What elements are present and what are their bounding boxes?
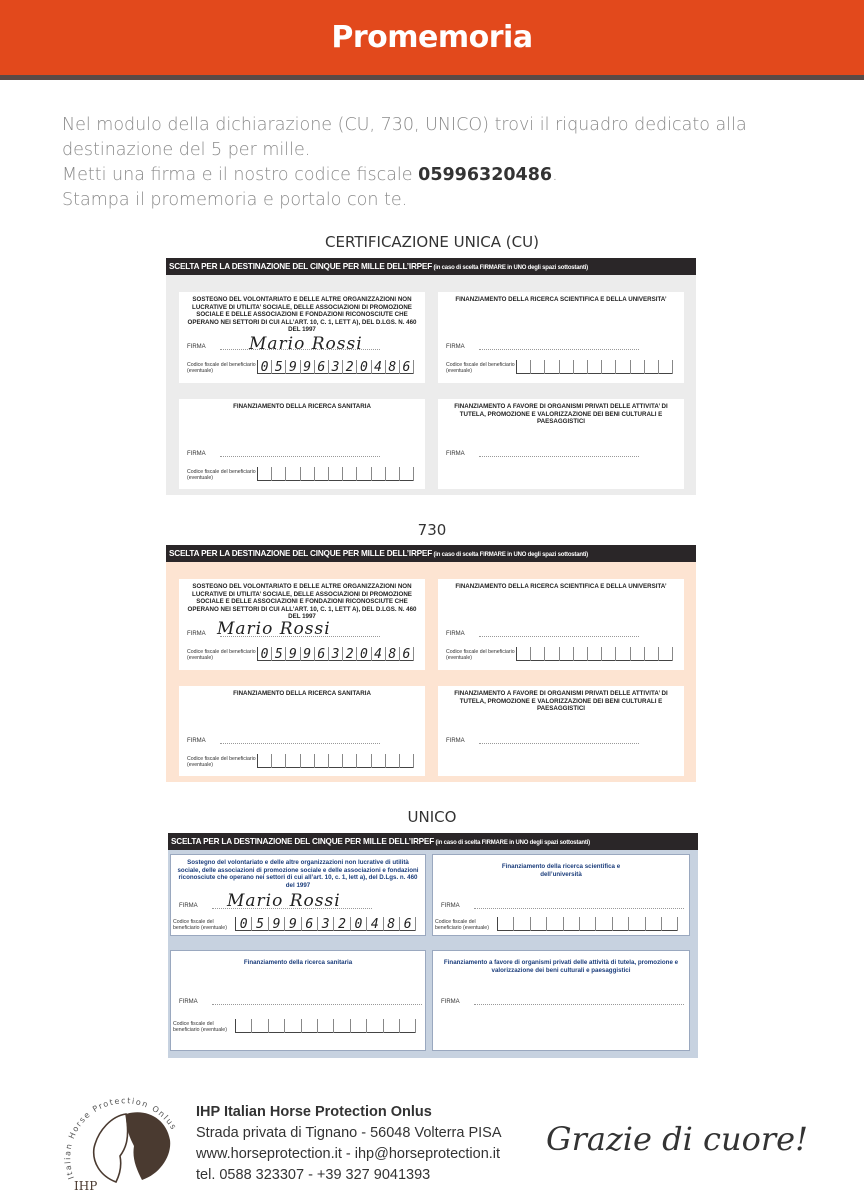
form-unico	[168, 833, 698, 1058]
cf-digit: 5	[256, 917, 264, 932]
cf-cell[interactable]	[315, 647, 329, 661]
cf-cell[interactable]	[372, 467, 386, 481]
box-beni-culturali	[438, 399, 684, 489]
cf-cell[interactable]	[329, 360, 343, 374]
cf-cell[interactable]	[564, 917, 580, 931]
firma-line[interactable]	[479, 349, 639, 350]
page-title: Promemoria	[331, 20, 533, 55]
cf-digit: 4	[370, 917, 379, 932]
org-address: Strada privata di Tignano - 56048 Volterra PISA	[196, 1125, 502, 1141]
form-body	[168, 850, 698, 1058]
cf-cell[interactable]	[659, 360, 673, 374]
cf-digit: 0	[260, 647, 269, 662]
cf-row	[187, 754, 414, 768]
firma-label: FIRMA	[179, 903, 198, 909]
thanks-text: Grazie di cuore!	[546, 1120, 808, 1158]
cf-cells[interactable]	[497, 917, 678, 931]
box-ricerca-scientifica	[432, 854, 690, 936]
cf-cell[interactable]	[329, 467, 343, 481]
cf-row	[187, 360, 414, 374]
section-title-cu: CERTIFICAZIONE UNICA (CU)	[325, 233, 539, 251]
cf-cell[interactable]	[531, 360, 545, 374]
cf-digit: 0	[260, 360, 269, 375]
cf-digit: 3	[331, 647, 340, 662]
cf-cell[interactable]	[343, 647, 357, 661]
box-beni-culturali	[438, 686, 684, 776]
cf-label: Codice fiscale del beneficiario (eventuale)	[435, 919, 489, 931]
cf-cell[interactable]	[357, 647, 371, 661]
cf-label: Codice fiscale del beneficiario (eventuale)	[173, 1021, 227, 1033]
intro-line-3: Stampa il promemoria e portalo con te.	[62, 190, 408, 210]
cf-digit: 9	[288, 917, 297, 932]
cf-cell[interactable]	[351, 1019, 367, 1033]
cf-cell[interactable]	[514, 917, 530, 931]
box-title: FINANZIAMENTO DELLA RICERCA SANITARIA	[233, 690, 371, 697]
firma-label: FIRMA	[187, 451, 206, 457]
cf-cell[interactable]	[531, 647, 545, 661]
cf-digit: 9	[303, 647, 312, 662]
cf-digit: 2	[338, 917, 346, 932]
box-title: Sostegno del volontariato e delle altre organizzazioni non lucrative di utilità sociale, delle associazioni di promozione sociale e delle associazioni e fondazioni riconosciute che operano nei settori di cui all’art. 10, c. 1, lett a), del D.Lgs. n. 460 del 1997	[177, 859, 419, 889]
box-ricerca-sanitaria	[170, 950, 426, 1051]
cf-cell[interactable]	[517, 360, 531, 374]
cf-cell[interactable]	[613, 917, 629, 931]
form-header-note: (in caso di scelta FIRMARE in UNO degli spazi sottostanti)	[434, 840, 590, 846]
box-beni-culturali	[432, 950, 690, 1051]
horse-light-icon	[94, 1114, 128, 1182]
cf-row	[187, 467, 414, 481]
form-header-bar	[166, 545, 696, 562]
cf-label: Codice fiscale del beneficiario (eventuale)	[187, 756, 256, 768]
cf-digit: 6	[402, 360, 411, 375]
cf-cell[interactable]	[343, 467, 357, 481]
cf-cell[interactable]	[285, 917, 301, 931]
section-title-unico: UNICO	[407, 808, 457, 826]
cf-cell[interactable]	[384, 917, 400, 931]
cf-cell[interactable]	[560, 647, 574, 661]
firma-label: FIRMA	[187, 631, 206, 637]
signature: Mario Rossi	[249, 334, 363, 354]
cf-cell[interactable]	[531, 917, 547, 931]
cf-cell[interactable]	[318, 1019, 334, 1033]
cf-digit: 3	[321, 917, 330, 932]
cf-cell[interactable]	[258, 467, 272, 481]
cf-cell[interactable]	[400, 754, 414, 768]
cf-cell[interactable]	[315, 754, 329, 768]
box-title: Finanziamento a favore di organismi privati delle attività di tutela, promozione e valorizzazione dei beni culturali e paesaggistici	[443, 959, 679, 974]
cf-row	[187, 647, 414, 661]
cf-row	[173, 1019, 416, 1033]
firma-label: FIRMA	[446, 738, 465, 744]
cf-label: Codice fiscale del beneficiario (eventuale)	[187, 469, 256, 481]
cf-digit: 3	[331, 360, 340, 375]
cf-digit: 0	[354, 917, 363, 932]
cf-cell[interactable]	[662, 917, 678, 931]
cf-cell[interactable]	[258, 360, 272, 374]
cf-cell[interactable]	[372, 754, 386, 768]
cf-cell[interactable]	[372, 647, 386, 661]
cf-cell[interactable]	[334, 917, 350, 931]
cf-cell[interactable]	[302, 917, 318, 931]
cf-cell[interactable]	[269, 1019, 285, 1033]
cf-cell[interactable]	[252, 1019, 268, 1033]
firma-label: FIRMA	[187, 738, 206, 744]
cf-cell[interactable]	[269, 917, 285, 931]
cf-digit: 6	[305, 917, 314, 932]
cf-digit: 5	[274, 360, 283, 375]
cf-cell[interactable]	[400, 917, 416, 931]
form-body	[166, 275, 696, 495]
box-ricerca-scientifica	[438, 292, 684, 383]
cf-digit: 9	[272, 917, 281, 932]
cf-cell[interactable]	[574, 647, 588, 661]
ihp-logo	[60, 1078, 190, 1192]
form-body	[166, 562, 696, 782]
cf-cell[interactable]	[400, 647, 414, 661]
firma-label: FIRMA	[187, 344, 206, 350]
cf-cell[interactable]	[286, 647, 300, 661]
cf-cell[interactable]	[286, 467, 300, 481]
firma-row	[441, 999, 684, 1005]
box-title: FINANZIAMENTO DELLA RICERCA SCIENTIFICA E DELLA UNIVERSITA’	[455, 583, 667, 590]
box-title: SOSTEGNO DEL VOLONTARIATO E DELLE ALTRE ORGANIZZAZIONI NON LUCRATIVE DI UTILITA’ SOCIALE, DELLE ASSOCIAZIONI DI PROMOZIONE SOCIALE E DELLE ASSOCIAZIONI E FONDAZIONI RICONOSCIUTE CHE OPERANO NEI SETTORI DI CUI ALL’ART. 10, C. 1, LETT A), DEL D.LGS. N. 460 DEL 1997	[187, 296, 417, 334]
cf-cell[interactable]	[400, 360, 414, 374]
form-header-main: SCELTA PER LA DESTINAZIONE DEL CINQUE PER MILLE DELL’IRPEF	[171, 837, 434, 846]
box-title: FINANZIAMENTO A FAVORE DI ORGANISMI PRIVATI DELLE ATTIVITA’ DI TUTELA, PROMOZIONE E VALORIZZAZIONE DEI BENI CULTURALI E PAESAGGISTICI	[454, 690, 668, 713]
cf-cell[interactable]	[547, 917, 563, 931]
cf-cell[interactable]	[596, 917, 612, 931]
box-title: FINANZIAMENTO DELLA RICERCA SANITARIA	[233, 403, 371, 410]
firma-row	[187, 738, 380, 744]
org-name: IHP Italian Horse Protection Onlus	[196, 1104, 432, 1120]
cf-cell[interactable]	[574, 360, 588, 374]
cf-cell[interactable]	[400, 1019, 416, 1033]
cf-cell[interactable]	[602, 647, 616, 661]
cf-cell[interactable]	[272, 360, 286, 374]
intro-line-2	[62, 163, 822, 188]
cf-digit: 5	[274, 647, 283, 662]
org-phone: tel. 0588 323307 - +39 327 9041393	[196, 1167, 431, 1183]
cf-cell[interactable]	[272, 647, 286, 661]
cf-cells[interactable]	[516, 360, 673, 374]
cf-row	[435, 917, 678, 931]
cf-cells[interactable]	[257, 467, 414, 481]
cf-cell[interactable]	[301, 754, 315, 768]
cf-cells[interactable]	[257, 754, 414, 768]
firma-line[interactable]	[474, 908, 684, 909]
form-header-note: (in caso di scelta FIRMARE in UNO degli spazi sottostanti)	[432, 265, 588, 271]
cf-cell[interactable]	[301, 467, 315, 481]
box-volontariato	[179, 292, 425, 383]
cf-cell[interactable]	[357, 360, 371, 374]
form-730	[166, 545, 696, 782]
cf-cell[interactable]	[560, 360, 574, 374]
cf-cell[interactable]	[302, 1019, 318, 1033]
cf-cell[interactable]	[252, 917, 268, 931]
form-cu	[166, 258, 696, 495]
intro-line-1: Nel modulo della dichiarazione (CU, 730, UNICO) trovi il riquadro dedicato alla destinazione del 5 per mille.	[62, 115, 747, 160]
cf-cell[interactable]	[616, 647, 630, 661]
cf-digit: 8	[388, 647, 397, 662]
cf-cell[interactable]	[367, 917, 383, 931]
firma-line[interactable]	[220, 456, 380, 457]
cf-digit: 0	[359, 360, 368, 375]
cf-digit: 2	[345, 647, 354, 662]
horse-dark-icon	[126, 1112, 170, 1180]
footer-contacts	[196, 1102, 502, 1186]
cf-cell[interactable]	[272, 754, 286, 768]
cf-digit: 0	[359, 647, 368, 662]
cf-cell[interactable]	[318, 917, 334, 931]
form-header-main: SCELTA PER LA DESTINAZIONE DEL CINQUE PER MILLE DELL’IRPEF	[169, 549, 432, 558]
cf-cell[interactable]	[357, 754, 371, 768]
cf-cell[interactable]	[386, 360, 400, 374]
cf-cell[interactable]	[384, 1019, 400, 1033]
firma-label: FIRMA	[179, 999, 198, 1005]
firma-line[interactable]	[220, 743, 380, 744]
cf-cell[interactable]	[258, 754, 272, 768]
cf-cell[interactable]	[329, 754, 343, 768]
cf-cell[interactable]	[645, 360, 659, 374]
box-ricerca-sanitaria	[179, 686, 425, 776]
box-title: SOSTEGNO DEL VOLONTARIATO E DELLE ALTRE ORGANIZZAZIONI NON LUCRATIVE DI UTILITA’ SOCIALE, DELLE ASSOCIAZIONI DI PROMOZIONE SOCIALE E DELLE ASSOCIAZIONI E FONDAZIONI RICONOSCIUTE CHE OPERANO NEI SETTORI DI CUI ALL’ART. 10, C. 1, LETT A), DEL D.LGS. N. 460 DEL 1997	[187, 583, 417, 621]
firma-line[interactable]	[479, 456, 639, 457]
cf-cell[interactable]	[602, 360, 616, 374]
firma-label: FIRMA	[446, 631, 465, 637]
cf-digit: 0	[239, 917, 248, 932]
cf-digit: 9	[289, 360, 297, 375]
firma-row	[446, 344, 639, 350]
box-ricerca-scientifica	[438, 579, 684, 670]
cf-row	[173, 917, 416, 931]
firma-row	[441, 903, 684, 909]
cf-cell[interactable]	[236, 1019, 252, 1033]
firma-row	[179, 999, 422, 1005]
form-header-bar	[168, 833, 698, 850]
cf-cells[interactable]	[235, 917, 416, 931]
firma-label: FIRMA	[441, 903, 460, 909]
cf-cell[interactable]	[301, 360, 315, 374]
cf-label: Codice fiscale del beneficiario (eventuale)	[173, 919, 227, 931]
cf-cell[interactable]	[386, 467, 400, 481]
cf-cell[interactable]	[631, 360, 645, 374]
cf-cell[interactable]	[629, 917, 645, 931]
firma-row	[446, 631, 639, 637]
cf-digit: 6	[402, 647, 411, 662]
form-header-bar	[166, 258, 696, 275]
cf-digit: 9	[289, 647, 297, 662]
section-title-730: 730	[417, 521, 447, 539]
cf-digit: 6	[317, 647, 326, 662]
firma-row	[446, 738, 639, 744]
firma-label: FIRMA	[446, 344, 465, 350]
cf-cell[interactable]	[236, 917, 252, 931]
cf-cell[interactable]	[645, 647, 659, 661]
box-title: FINANZIAMENTO DELLA RICERCA SCIENTIFICA E DELLA UNIVERSITA’	[455, 296, 667, 303]
box-volontariato	[170, 854, 426, 936]
codice-fiscale: 05996320486	[418, 165, 553, 185]
box-title: Finanziamento della ricerca scientifica e dell’università	[501, 863, 621, 878]
header-bar	[0, 0, 864, 80]
cf-cell[interactable]	[334, 1019, 350, 1033]
cf-cell[interactable]	[386, 754, 400, 768]
signature: Mario Rossi	[227, 891, 341, 911]
cf-cells[interactable]	[257, 647, 414, 661]
cf-cell[interactable]	[659, 647, 673, 661]
cf-cell[interactable]	[616, 360, 630, 374]
firma-line[interactable]	[212, 1004, 422, 1005]
cf-digit: 8	[387, 917, 396, 932]
cf-cell[interactable]	[351, 917, 367, 931]
cf-digit: 2	[345, 360, 354, 375]
cf-cell[interactable]	[400, 467, 414, 481]
cf-cell[interactable]	[315, 360, 329, 374]
cf-digit: 4	[374, 360, 382, 375]
firma-row	[187, 451, 380, 457]
cf-cells[interactable]	[257, 360, 414, 374]
cf-cell[interactable]	[386, 647, 400, 661]
cf-label: Codice fiscale del beneficiario (eventuale)	[446, 362, 515, 374]
box-title: Finanziamento della ricerca sanitaria	[243, 959, 353, 966]
firma-line[interactable]	[474, 1004, 684, 1005]
intro-line-2-end: .	[552, 165, 558, 185]
form-header-note: (in caso di scelta FIRMARE in UNO degli spazi sottostanti)	[432, 552, 588, 558]
intro-text	[62, 113, 822, 213]
cf-cell[interactable]	[286, 754, 300, 768]
cf-cell[interactable]	[357, 467, 371, 481]
cf-label: Codice fiscale del beneficiario (eventuale)	[187, 649, 256, 661]
cf-cell[interactable]	[545, 647, 559, 661]
cf-cell[interactable]	[372, 360, 386, 374]
cf-cells[interactable]	[235, 1019, 416, 1033]
cf-cell[interactable]	[545, 360, 559, 374]
cf-digit: 8	[388, 360, 397, 375]
cf-cell[interactable]	[646, 917, 662, 931]
cf-cell[interactable]	[258, 647, 272, 661]
firma-row	[446, 451, 639, 457]
cf-cell[interactable]	[286, 360, 300, 374]
firma-line[interactable]	[479, 743, 639, 744]
cf-row	[446, 360, 673, 374]
cf-cell[interactable]	[329, 647, 343, 661]
cf-cell[interactable]	[588, 360, 602, 374]
cf-cell[interactable]	[498, 917, 514, 931]
signature: Mario Rossi	[217, 619, 331, 639]
firma-label: FIRMA	[441, 999, 460, 1005]
cf-cell[interactable]	[343, 754, 357, 768]
cf-cell[interactable]	[301, 647, 315, 661]
cf-cell[interactable]	[272, 467, 286, 481]
cf-cell[interactable]	[315, 467, 329, 481]
cf-cell[interactable]	[588, 647, 602, 661]
cf-label: Codice fiscale del beneficiario (eventuale)	[187, 362, 256, 374]
cf-cell[interactable]	[343, 360, 357, 374]
cf-cell[interactable]	[631, 647, 645, 661]
cf-cell[interactable]	[580, 917, 596, 931]
intro-line-2-text: Metti una firma e il nostro codice fiscale	[62, 165, 419, 185]
cf-cells[interactable]	[516, 647, 673, 661]
cf-cell[interactable]	[285, 1019, 301, 1033]
box-title: FINANZIAMENTO A FAVORE DI ORGANISMI PRIVATI DELLE ATTIVITA’ DI TUTELA, PROMOZIONE E VALORIZZAZIONE DEI BENI CULTURALI E PAESAGGISTICI	[454, 403, 668, 426]
cf-cell[interactable]	[517, 647, 531, 661]
cf-label: Codice fiscale del beneficiario (eventuale)	[446, 649, 515, 661]
cf-cell[interactable]	[367, 1019, 383, 1033]
cf-digit: 6	[403, 917, 412, 932]
cf-row	[446, 647, 673, 661]
box-volontariato	[179, 579, 425, 670]
form-header-main: SCELTA PER LA DESTINAZIONE DEL CINQUE PER MILLE DELL’IRPEF	[169, 262, 432, 271]
firma-label: FIRMA	[446, 451, 465, 457]
cf-digit: 4	[374, 647, 382, 662]
cf-digit: 6	[317, 360, 326, 375]
logo-initials: IHP	[74, 1179, 98, 1192]
cf-digit: 9	[303, 360, 312, 375]
org-web-email[interactable]: www.horseprotection.it - ihp@horseprotection.it	[196, 1146, 501, 1162]
firma-line[interactable]	[479, 636, 639, 637]
logo-ring-text: Italian Horse Protection Onlus	[63, 1096, 179, 1181]
box-ricerca-sanitaria	[179, 399, 425, 489]
